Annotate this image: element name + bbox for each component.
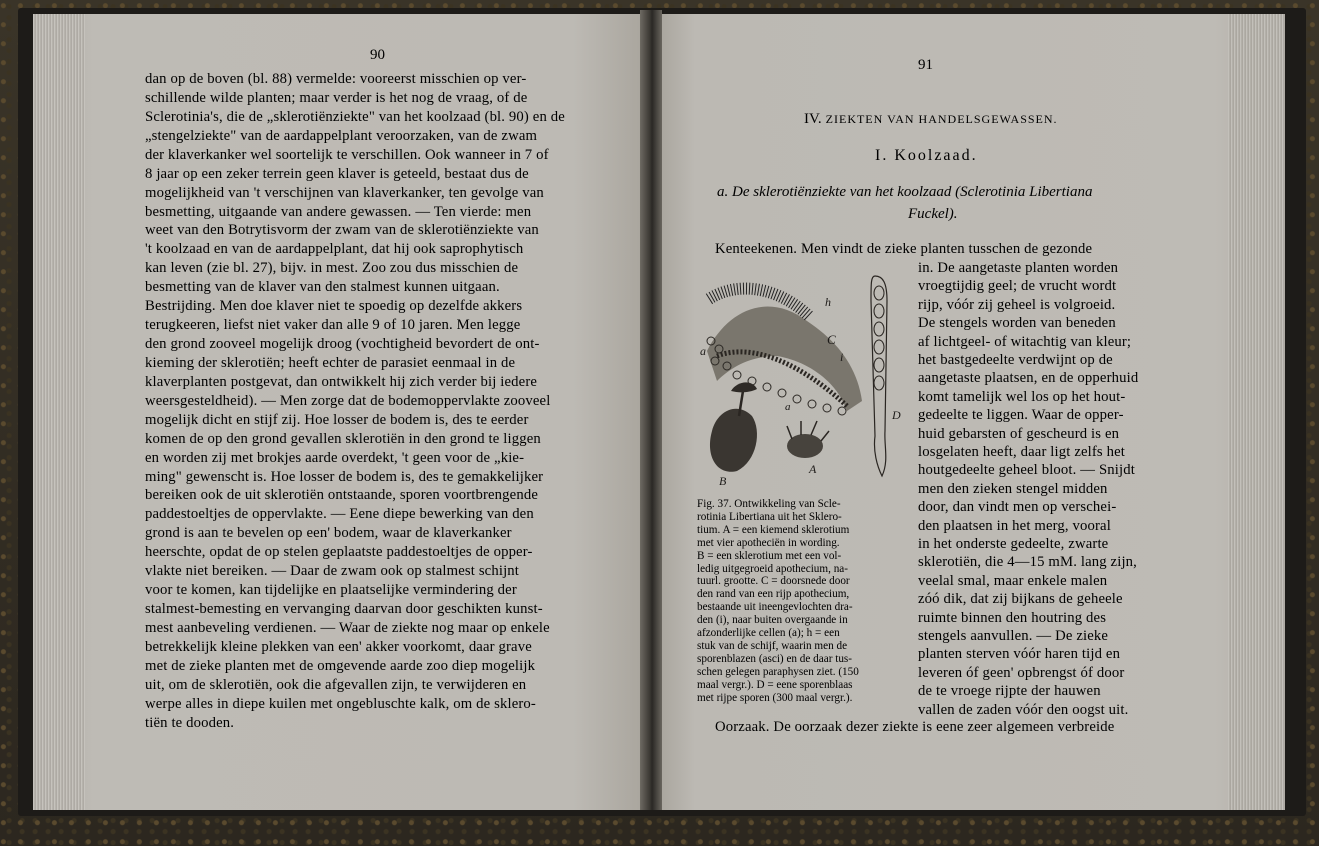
figure-label: h [825,295,831,309]
body-text-line: sklerotiën, die 4—15 mM. lang zijn, [918,554,1138,571]
body-text-line: leveren óf geen' opbrengst óf door [918,664,1125,681]
subsection-title-line2: Fuckel). [908,206,958,222]
body-text-line: af lichtgeel- of witachtig van kleur; [918,333,1132,350]
body-text-line: voor te komen, kan tijdelijke en plaatselijke vermindering der [145,582,517,599]
caption-line: rotinia Libertiana uit het Sklero- [697,510,842,523]
body-text-line: „stengelziekte" van de aardappelplant veroorzaken, van de zwam [145,127,538,144]
body-text-line: in. De aangetaste planten worden [918,260,1119,276]
page-number-right: 91 [918,57,933,73]
chapter-title: ZIEKTEN VAN HANDELSGEWASSEN. [825,112,1058,126]
body-text-line: terugkeeren, liefst niet vaker dan alle 9 of 10 jaren. Men legge [145,317,521,334]
caption-line: stuk van de schijf, waarin men de [697,639,848,652]
oorzaak-line: Oorzaak. De oorzaak dezer ziekte is eene zeer algemeen verbreide [715,719,1115,735]
body-text-line: mogelijk dicht en stijf zij. Hoe losser de bodem is, des te eerder [145,411,529,428]
chapter-heading [804,111,1058,128]
body-text-line: heerschte, opdat de op stelen geplaatste paddestoeltjes de opper- [145,544,533,561]
caption-line: Fig. 37. Ontwikkeling van Scle- [697,498,841,510]
caption-line: ledig uitgegroeid apothecium, na- [697,562,848,575]
body-text-line: kieming der sklerotiën; heeft echter de parasiet eenmaal in de [145,354,516,371]
body-text-line: der klaverkanker wel soortelijk te verschillen. Ook wanneer in 7 of [145,146,549,163]
left-page-edges [33,14,85,810]
figure-label: C [827,332,836,347]
body-text-line: stengels aanvullen. — De zieke [918,628,1109,644]
body-text-line: weet van den Botrytisvorm der zwam van de sklerotiënziekte van [145,222,539,239]
page-number-left: 90 [370,47,385,63]
body-text-line: tiën te dooden. [145,714,235,731]
body-text-line: gedeelte te liggen. Waar de opper- [918,407,1124,424]
body-text-line: en worden zij met brokjes aarde overdekt, 't geen voor de „kie- [145,449,525,466]
body-text-line: zóó dik, dat zij bijkans de geheele [918,591,1123,608]
caption-line: afzonderlijke cellen (a); h = een [697,627,840,639]
subsection-title-line1: a. De sklerotiënziekte van het koolzaad (Sclerotinia Libertiana [717,184,1093,200]
body-text-line: veelal smal, maar enkele malen [918,572,1108,589]
book-gutter [640,10,662,810]
body-text-line: huid gebarsten of gescheurd is en [918,425,1120,442]
chapter-numeral: IV. [804,111,822,127]
body-text-line: 8 jaar op een zeker terrein geen klaver is geteeld, bestaat dus de [145,165,529,182]
body-text-line: bereiken ook de uit sklerotiën ontstaande, sporen voortbrengende [145,487,538,504]
figure-label: a [700,344,706,358]
body-text-line: komt tamelijk wel los op het hout- [918,388,1126,405]
body-text-line: in het onderste gedeelte, zwarte [918,536,1109,552]
body-text-line: den grond zooveel mogelijk droog (vochtigheid bevordert de ont- [145,336,540,353]
body-text-line: dan op de boven (bl. 88) vermelde: vooreerst misschien op ver- [145,71,527,87]
figure-37-illustration [697,271,909,493]
caption-line: met rijpe sporen (300 maal vergr.). [697,691,853,704]
figure-label: A [809,462,817,476]
body-text-line: paddestoeltjes de oppervlakte. — Eene diepe bewerking van den [145,506,534,523]
body-text-line: besmetting van de klaver van den stalmest kunnen uitgaan. [145,279,500,296]
body-text-line: mogelijkheid van 't verschijnen van klaverkanker, ten gevolge van [145,184,544,201]
body-text-line: rijp, vóór zij geheel is volgroeid. [918,296,1116,313]
figure-label: D [892,408,901,422]
body-text-line: besmetting, uitgaande van andere gewassen. — Ten vierde: men [145,203,532,220]
body-text-line: den plaatsen in het merg, vooral [918,517,1111,534]
caption-line: met vier apotheciën in wording. [697,536,840,549]
caption-line: maal vergr.). D = eene sporenblaas [697,678,853,691]
caption-line: den rand van een rijp apothecium, [697,588,850,601]
body-text-line: ming" gewenscht is. Hoe losser de bodem is, des te gemakkelijker [145,468,544,485]
body-text-line: planten sterven vóór haren tijd en [918,646,1121,663]
section-title: I. Koolzaad. [875,147,978,164]
sclerotium-a [787,421,829,458]
caption-line: tuurl. grootte. C = doorsnede door [697,575,850,588]
body-text-line: stalmest-bemesting en vervanging daarvan door geschikten kunst- [145,601,543,618]
body-text-line: vlakte niet bereiken. — Daar de zwam ook op stalmest schijnt [145,563,520,580]
caption-line: schen gelegen paraphysen ziet. (150 [697,665,859,678]
body-text-line: mest aanbeveling verdienen. — Waar de ziekte nog maar op enkele [145,619,550,636]
caption-line: tium. A = een kiemend sklerotium [697,523,850,536]
body-text-line: betrekkelijk kleine plekken van een' akker voorkomt, daar grave [145,638,532,655]
caption-line: den (i), naar buiten overgaande in [697,614,848,627]
body-text-line: kan leven (zie bl. 27), bijv. in mest. Zoo zou dus misschien de [145,260,519,277]
body-text-line: vroegtijdig geel; de vrucht wordt [918,278,1117,295]
body-text-line: 't koolzaad en van de aardappelplant, dat hij ook saprophytisch [145,241,524,258]
body-text-line: grond is aan te bevelen op een' bodem, waar de klaverkanker [145,525,512,542]
body-text-line: aangetaste plaatsen, en de opperhuid [918,370,1139,387]
body-text-line: schillende wilde planten; maar verder is het nog de vraag, of de [145,89,528,106]
body-text-line: de te vroege rijpte der hauwen [918,683,1101,700]
body-text-line: werpe alles in diepe kuilen met ongebluschte kalk, om de sklero- [145,695,536,712]
figure-label: B [719,474,727,488]
figure-label: i [840,350,844,364]
right-page-edges [1228,14,1283,810]
body-text-line: men den zieken stengel midden [918,480,1108,497]
body-text-line: het bastgedeelte verdwijnt op de [918,352,1113,368]
body-text-line: uit, om de sklerotiën, ook die afgevallen zijn, te verwijderen en [145,676,527,693]
body-text-line: met de zieke planten met de omgevende aarde zoo diep mogelijk [145,657,536,674]
figure-label: a [785,401,791,413]
ascus-d [871,276,887,476]
body-text-line: ruimte binnen den houtring des [918,609,1107,626]
apothecium-section-c [707,289,862,415]
body-text-line: losgelaten heeft, daar ligt zelfs het [918,444,1126,460]
body-text-line: weersgesteldheid). — Men zorge dat de bodemoppervlakte zooveel [145,392,551,409]
body-text-line: houtgedeelte geheel bloot. — Snijdt [918,462,1135,479]
kenteekenen-line: Kenteekenen. Men vindt de zieke planten tusschen de gezonde [715,241,1093,257]
body-text-line: Bestrijding. Men doe klaver niet te spoedig op dezelfde akkers [145,298,523,315]
body-text-line: vallen de zaden vóór den oogst uit. [918,701,1129,718]
body-text-line: door, dan vindt men op verschei- [918,499,1117,516]
caption-line: sporenblazen (asci) en de daar tus- [697,652,852,665]
body-text-line: komen de op den grond gevallen sklerotiën in den grond te liggen [145,430,541,447]
body-text-line: klaverplanten postgevat, dan ontwikkelt hij zich verder bij iedere [145,373,538,390]
body-text-line: Sclerotinia's, die de „sklerotiënziekte" van het koolzaad (bl. 90) en de [145,108,565,125]
body-text-line: De stengels worden van beneden [918,315,1116,332]
sclerotium-b [710,382,757,471]
caption-line: B = een sklerotium met een vol- [697,549,842,562]
caption-line: bestaande uit ineengevlochten dra- [697,601,853,614]
